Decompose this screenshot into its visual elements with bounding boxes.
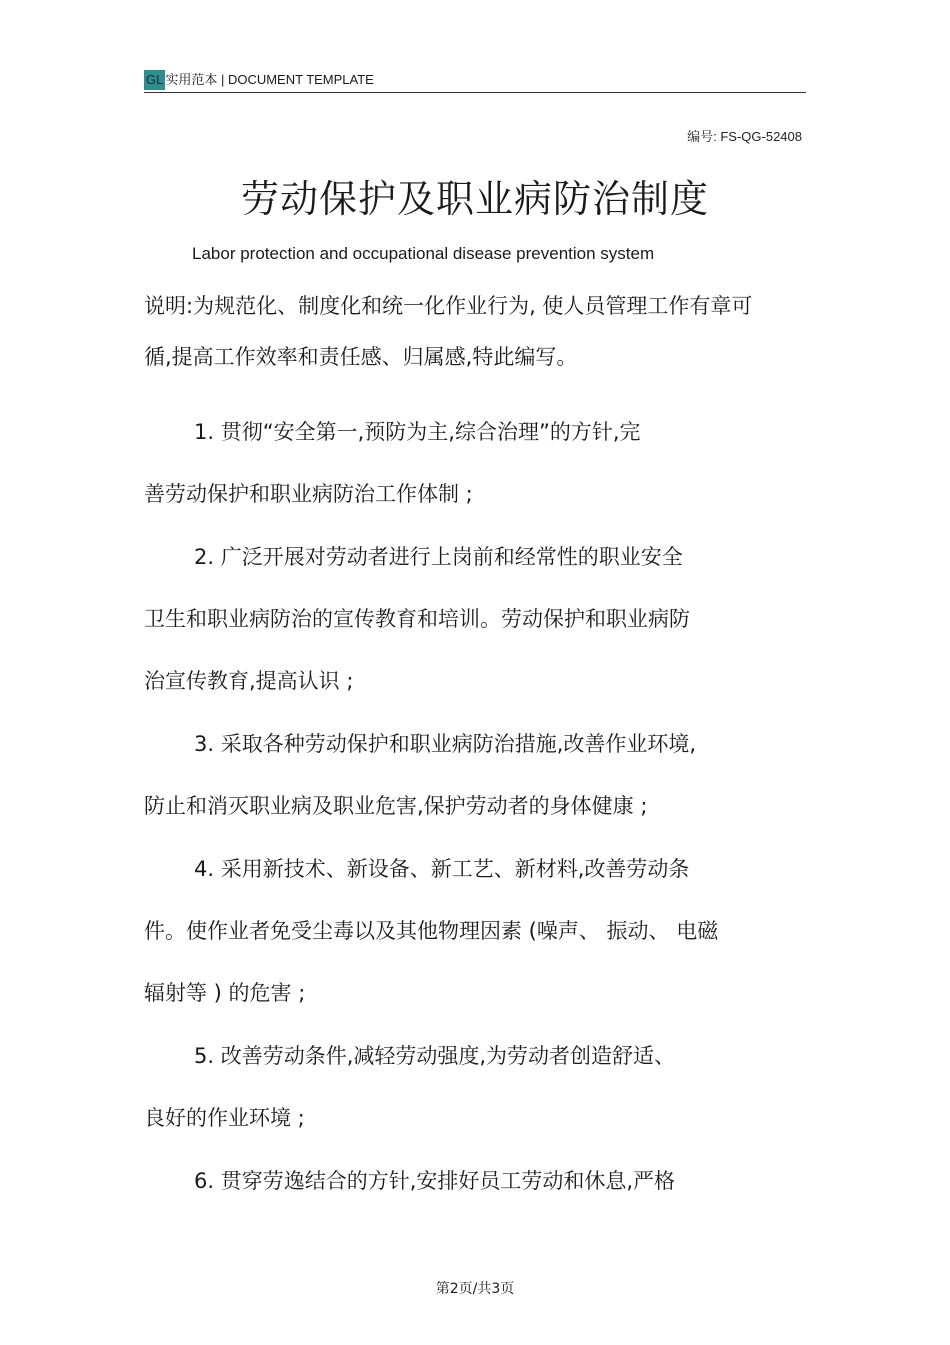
item-4-line-2: 件。使作业者免受尘毒以及其他物理因素 (噪声、 振动、 电磁 — [144, 919, 719, 943]
item-2-line-2: 卫生和职业病防治的宣传教育和培训。劳动保护和职业病防 — [144, 607, 690, 631]
item-5-line-2: 良好的作业环境 ; — [144, 1106, 305, 1130]
item-3-line-2: 防止和消灭职业病及职业危害,保护劳动者的身体健康 ; — [144, 794, 648, 818]
item-2-line-1: 2. 广泛开展对劳动者进行上岗前和经常性的职业安全 — [194, 545, 683, 569]
item-4-line-3: 辐射等 ) 的危害 ; — [144, 981, 306, 1005]
item-1-line-1: 1. 贯彻“安全第一,预防为主,综合治理”的方针,完 — [194, 420, 641, 444]
page-header — [144, 70, 806, 93]
item-4-line-1: 4. 采用新技术、新设备、新工艺、新材料,改善劳动条 — [194, 857, 690, 881]
item-1-line-2: 善劳动保护和职业病防治工作体制 ; — [144, 482, 473, 506]
intro-line-1: 说明:为规范化、制度化和统一化作业行为, 使人员管理工作有章可 — [144, 294, 753, 318]
document-number: 编号: FS-QG-52408 — [687, 129, 802, 144]
item-2-line-3: 治宣传教育,提高认识 ; — [144, 669, 354, 693]
item-3-line-1: 3. 采取各种劳动保护和职业病防治措施,改善作业环境, — [194, 732, 697, 756]
header-text: 实用范本 | DOCUMENT TEMPLATE — [165, 72, 374, 87]
item-5-line-1: 5. 改善劳动条件,减轻劳动强度,为劳动者创造舒适、 — [194, 1044, 676, 1068]
logo-badge: GL — [144, 70, 165, 90]
item-6-line-1: 6. 贯穿劳逸结合的方针,安排好员工劳动和休息,严格 — [194, 1169, 676, 1193]
intro-line-2: 循,提高工作效率和责任感、归属感,特此编写。 — [144, 345, 578, 369]
page-footer: 第2页/共3页 — [435, 1281, 515, 1297]
document-title: 劳动保护及职业病防治制度 — [240, 177, 709, 221]
document-subtitle: Labor protection and occupational disease prevention system — [192, 244, 655, 263]
